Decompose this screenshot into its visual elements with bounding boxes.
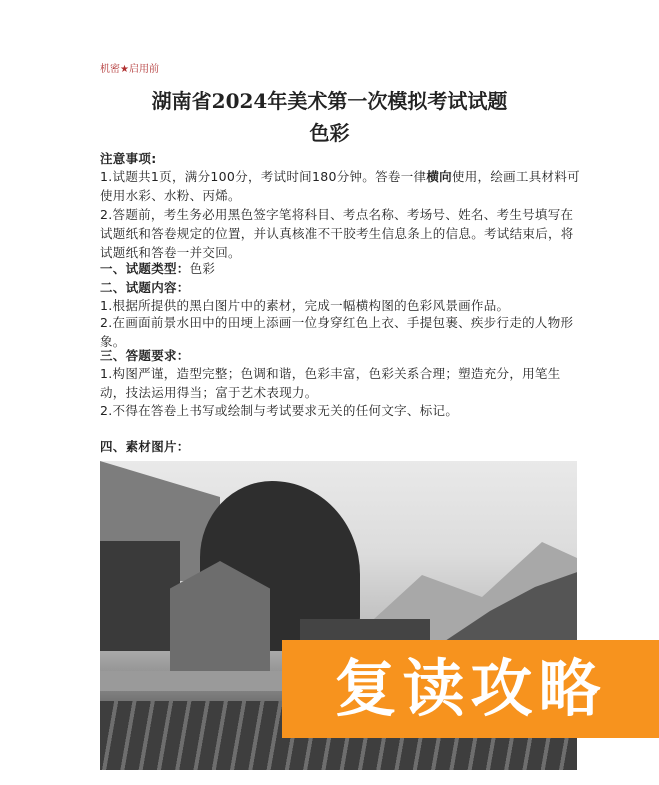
section-2-item: 1.根据所提供的黑白图片中的素材，完成一幅横构图的色彩风景画作品。 bbox=[100, 298, 510, 313]
notice-item-1 bbox=[100, 167, 580, 205]
section-1-value: 色彩 bbox=[189, 261, 216, 276]
section-3-item: 2.不得在答卷上书写或绘制与考试要求无关的任何文字、标记。 bbox=[100, 403, 459, 418]
section-1-heading: 一、试题类型： bbox=[100, 261, 190, 276]
notice-item-1-bold: 横向 bbox=[426, 169, 452, 184]
confidential-label: 机密★启用前 bbox=[100, 64, 159, 75]
section-4-heading: 四、素材图片： bbox=[100, 439, 190, 454]
section-1 bbox=[100, 259, 580, 278]
section-3-heading: 三、答题要求： bbox=[100, 348, 190, 363]
notice-item-1-a: 1.试题共1页，满分100分，考试时间180分钟。答卷一律 bbox=[100, 169, 427, 184]
notice-item-1-b: 使用，绘画工具材料可使用水彩、水粉、丙烯。 bbox=[100, 169, 580, 203]
section-3-item: 1.构图严谨，造型完整；色调和谐，色彩丰富，色彩关系合理；塑造充分，用笔生动，技法运用得当；富于艺术表现力。 bbox=[100, 366, 561, 400]
notice-item-2: 2.答题前，考生务必用黑色签字笔将科目、考点名称、考场号、姓名、考生号填写在试题纸和答卷规定的位置，并认真核准不干胶考生信息条上的信息。考试结束后，将试题纸和答卷一并交回。 bbox=[100, 207, 574, 260]
page-title: 湖南省2024年美术第一次模拟考试试题 bbox=[151, 89, 508, 113]
notice-heading: 注意事项: bbox=[100, 151, 157, 166]
page-subtitle: 色彩 bbox=[309, 121, 350, 145]
watermark-banner: 复读攻略 bbox=[282, 640, 659, 738]
section-2-item: 2.在画面前景水田中的田埂上添画一位身穿红色上衣、手提包裹、疾步行走的人物形象。 bbox=[100, 315, 574, 349]
section-2-heading: 二、试题内容： bbox=[100, 280, 190, 295]
